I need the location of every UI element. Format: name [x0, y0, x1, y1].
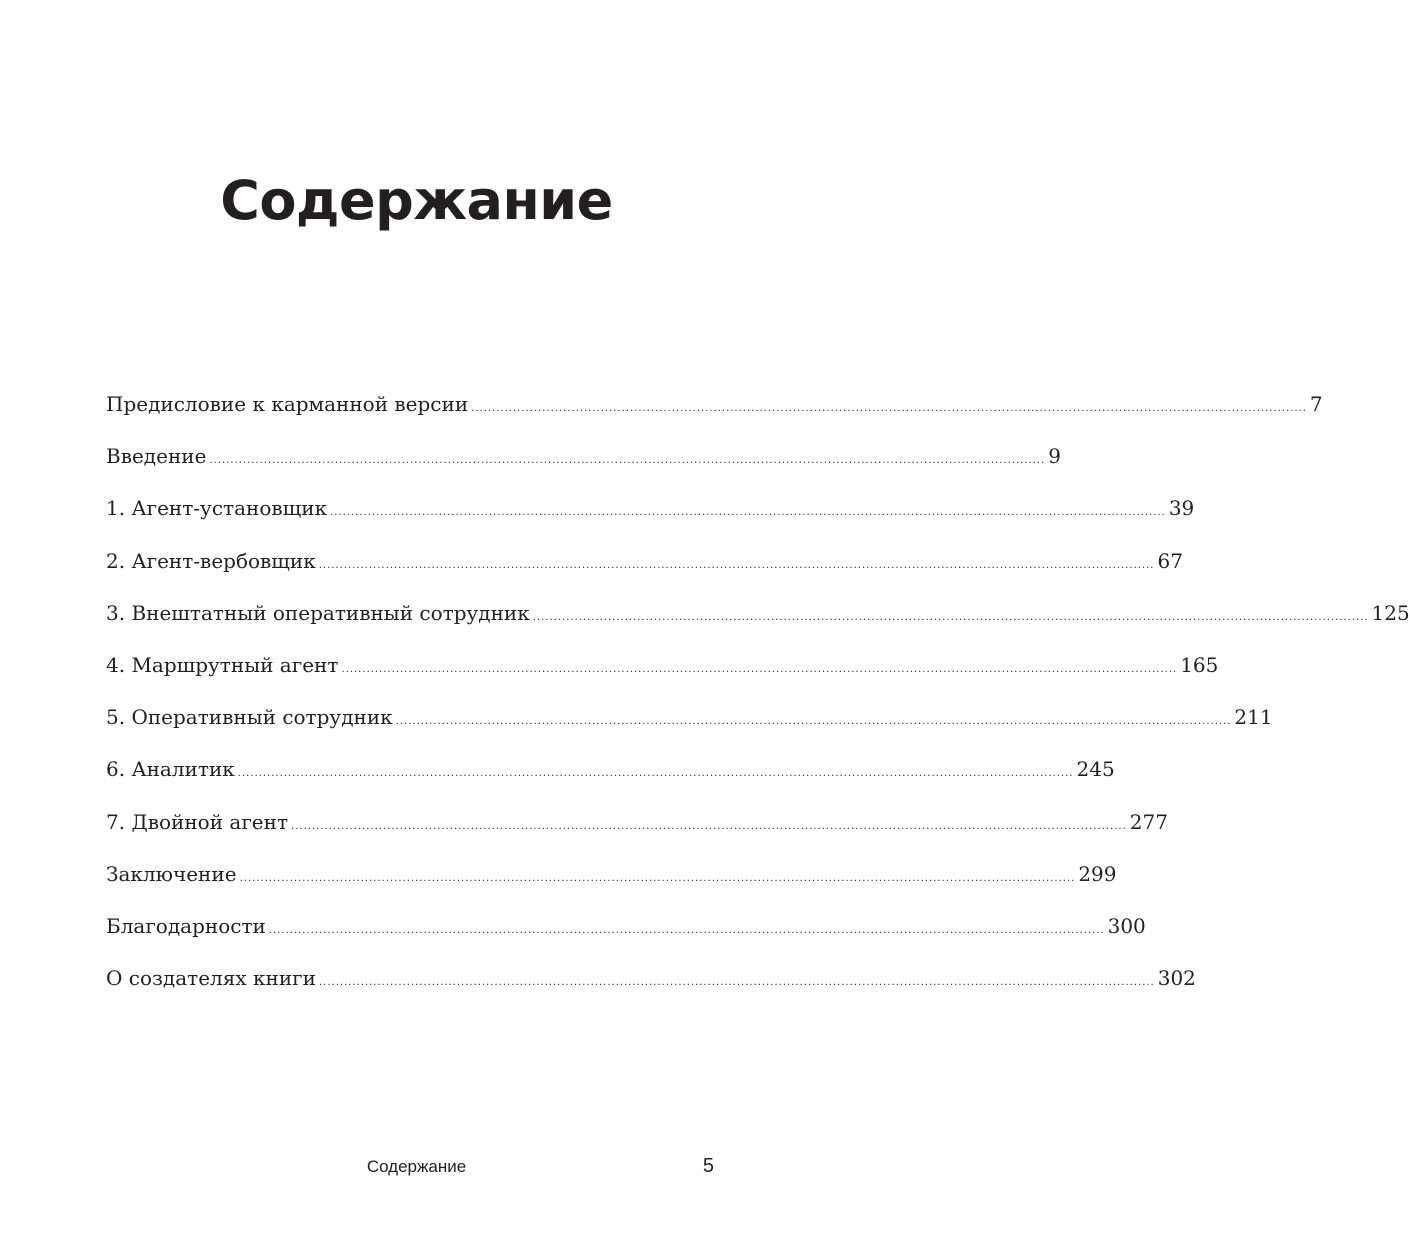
toc-entry-page: 125: [1371, 600, 1410, 625]
toc-entry-title: 6. Аналитик: [106, 757, 235, 782]
toc-entry[interactable]: [106, 749, 1115, 789]
toc-entry[interactable]: [106, 541, 1183, 581]
toc-entry-title: 3. Внештатный оперативный сотрудник: [106, 600, 530, 625]
toc-entry-title: 2. Агент-вербовщик: [106, 548, 316, 573]
toc-entry-page: 277: [1129, 809, 1168, 834]
page-number: 5: [702, 1155, 714, 1177]
toc-entry-page: 302: [1157, 966, 1196, 991]
toc-dot-leader: ........................................................................................................................................................................................................: [239, 872, 1076, 884]
toc-entry-title: 1. Агент-установщик: [106, 496, 328, 521]
table-of-contents: [106, 384, 1410, 1010]
toc-entry-title: О создателях книги: [106, 966, 316, 991]
toc-entry[interactable]: [106, 854, 1117, 894]
toc-entry-page: 300: [1107, 913, 1146, 938]
toc-entry[interactable]: [106, 593, 1410, 633]
toc-entry[interactable]: [106, 958, 1196, 998]
toc-entry-title: Заключение: [106, 861, 237, 886]
toc-entry-title: 4. Маршрутный агент: [106, 652, 339, 677]
toc-entry-title: Введение: [106, 444, 207, 469]
toc-dot-leader: ........................................................................................................................................................................................................: [330, 507, 1166, 519]
running-footer: Содержание: [366, 1157, 467, 1176]
toc-entry-title: Благодарности: [106, 913, 266, 938]
toc-entry[interactable]: [106, 645, 1219, 685]
toc-entry-page: 7: [1309, 392, 1323, 416]
toc-entry-title: 7. Двойной агент: [106, 809, 289, 834]
toc-entry-page: 67: [1157, 548, 1183, 573]
toc-entry-title: Предисловие к карманной версии: [106, 392, 469, 416]
toc-entry[interactable]: [106, 436, 1061, 476]
toc-entry-page: 165: [1180, 652, 1219, 677]
toc-entry-title: 5. Оперативный сотрудник: [106, 705, 393, 730]
toc-entry[interactable]: [106, 488, 1195, 528]
toc-entry-page: 245: [1076, 757, 1115, 782]
toc-dot-leader: ........................................................................................................................................................................................................: [395, 716, 1232, 728]
toc-dot-leader: ........................................................................................................................................................................................................: [318, 559, 1155, 571]
toc-dot-leader: ........................................................................................................................................................................................................: [532, 611, 1369, 623]
toc-entry[interactable]: [106, 802, 1168, 842]
page-title: Содержание: [220, 169, 613, 232]
toc-entry-page: 211: [1234, 705, 1273, 730]
toc-dot-leader: ........................................................................................................................................................................................................: [237, 768, 1074, 780]
toc-entry[interactable]: [106, 697, 1273, 737]
toc-entry-page: 299: [1078, 861, 1117, 886]
toc-entry-page: 9: [1048, 444, 1061, 469]
toc-dot-leader: ........................................................................................................................................................................................................: [341, 663, 1178, 675]
toc-dot-leader: ........................................................................................................................................................................................................: [209, 455, 1046, 467]
toc-dot-leader: ........................................................................................................................................................................................................: [291, 820, 1127, 832]
toc-dot-leader: ........................................................................................................................................................................................................: [268, 924, 1105, 936]
toc-dot-leader: ........................................................................................................................................................................................................: [471, 403, 1307, 414]
toc-entry[interactable]: [106, 906, 1146, 946]
toc-dot-leader: ........................................................................................................................................................................................................: [318, 977, 1155, 989]
toc-entry[interactable]: [106, 384, 1323, 424]
toc-entry-page: 39: [1168, 496, 1195, 521]
